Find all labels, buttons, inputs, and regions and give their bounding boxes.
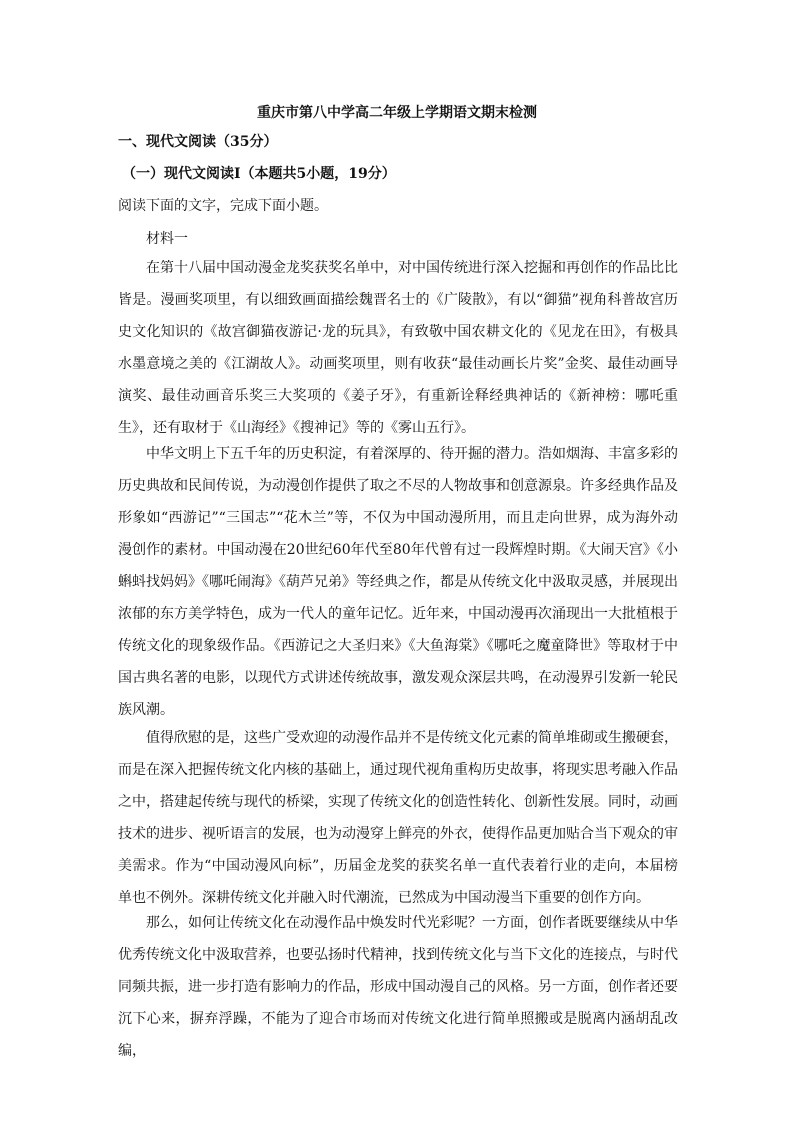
section-heading: 一、现代文阅读（35分） (118, 134, 278, 150)
subsection-heading: （一）现代文阅读Ⅰ（本题共5小题，19分） (122, 166, 396, 182)
paragraph-1: 在第十八届中国动漫金龙奖获奖名单中，对中国传统进行深入挖掘和再创作的作品比比皆是。漫画奖项里，有以细致画面描绘魏晋名士的《广陵散》，有以“御猫”视角科普故宫历史文化知识的《故宫御猫夜游记·龙的玩具》，有致敬中国农耕文化的《见龙在田》，有极具水墨意境之美的《江湖故人》。动画奖项里，则有收获“最佳动画长片奖”金奖、最佳动画导演奖、最佳动画音乐奖三大奖项的《姜子牙》，有重新诠释经典神话的《新神榜：哪吒重生》，还有取材于《山海经》《搜神记》等的《雾山五行》。 (118, 260, 678, 436)
document-title: 重庆市第八中学高二年级上学期语文期末检测 (257, 105, 537, 121)
material-label: 材料一 (146, 231, 188, 247)
paragraph-2: 中华文明上下五千年的历史积淀，有着深厚的、待开掘的潜力。浩如烟海、丰富多彩的历史典故和民间传说，为动漫创作提供了取之不尽的人物故事和创意源泉。许多经典作品及形象如“西游记”“三国志”“花木兰”等，不仅为中国动漫所用，而且走向世界，成为海外动漫创作的素材。中国动漫在20世纪60年代至80年代曾有过一段辉煌时期。《大闹天宫》《小蝌蚪找妈妈》《哪吒闹海》《葫芦兄弟》等经典之作，都是从传统文化中汲取灵感，并展现出浓郁的东方美学特色，成为一代人的童年记忆。近年来，中国动漫再次涌现出一大批植根于传统文化的现象级作品。《西游记之大圣归来》《大鱼海棠》《哪吒之魔童降世》等取材于中国古典名著的电影，以现代方式讲述传统故事，激发观众深层共鸣，在动漫界引发新一轮民族风潮。 (118, 446, 678, 718)
paragraph-3: 值得欣慰的是，这些广受欢迎的动漫作品并不是传统文化元素的简单堆砌或生搬硬套，而是在深入把握传统文化内核的基础上，通过现代视角重构历史故事，将现实思考融入作品之中，搭建起传统与现代的桥梁，实现了传统文化的创造性转化、创新性发展。同时，动画技术的进步、视听语言的发展，也为动漫穿上鲜亮的外衣，使得作品更加贴合当下观众的审美需求。作为“中国动漫风向标”，历届金龙奖的获奖名单一直代表着行业的走向，本届榜单也不例外。深耕传统文化并融入时代潮流，已然成为中国动漫当下重要的创作方向。 (118, 730, 678, 906)
reading-instruction: 阅读下面的文字，完成下面小题。 (118, 198, 328, 214)
paragraph-4: 那么，如何让传统文化在动漫作品中焕发时代光彩呢？一方面，创作者既要继续从中华优秀传统文化中汲取营养，也要弘扬时代精神，找到传统文化与当下文化的连接点，与时代同频共振，进一步打造有影响力的作品，形成中国动漫自己的风格。另一方面，创作者还要沉下心来，摒弃浮躁，不能为了迎合市场而对传统文化进行简单照搬或是脱离内涵胡乱改编， (118, 915, 678, 1059)
